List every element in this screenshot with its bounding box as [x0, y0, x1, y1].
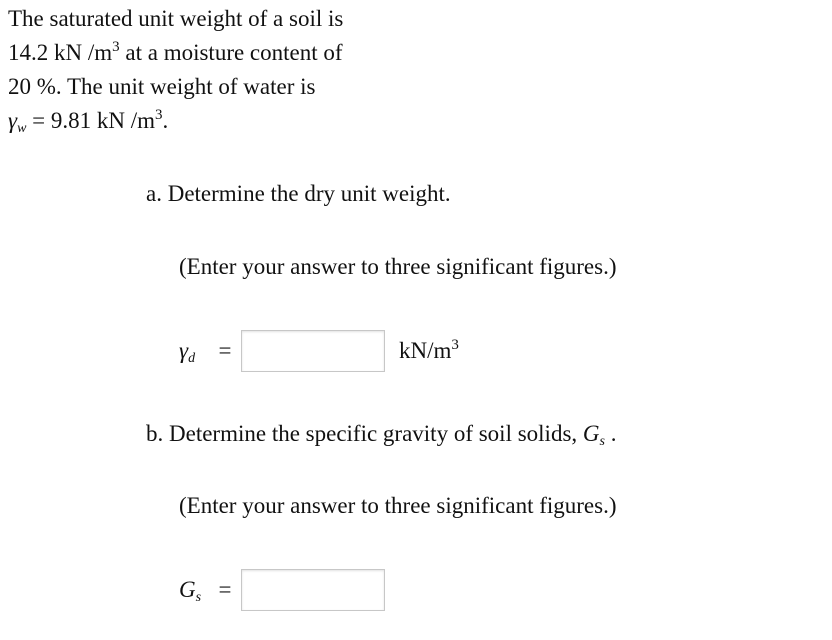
problem-line-2-rest: at a moisture content of [119, 40, 343, 65]
problem-line-2 [8, 36, 428, 70]
part-b-answer-row [179, 569, 385, 611]
unit-exponent: 3 [451, 337, 459, 353]
part-b-heading [146, 421, 616, 447]
gs-symbol: G [582, 421, 600, 446]
part-a-heading: a. Determine the dry unit weight. [146, 181, 451, 206]
problem-statement [8, 2, 428, 138]
unit-exponent: 3 [112, 39, 120, 55]
problem-line-4 [8, 104, 428, 138]
equals-sign: = [218, 338, 232, 363]
gs-symbol: G [179, 577, 196, 602]
period: . [162, 108, 169, 133]
specific-gravity-input[interactable] [241, 569, 385, 611]
gamma-symbol: γ [179, 338, 189, 363]
period: . [604, 421, 617, 446]
part-b-heading-text: b. Determine the specific gravity of soil solids, [146, 421, 583, 446]
saturated-unit-weight-value: 14.2 kN /m [8, 40, 113, 65]
gs-subscript: s [599, 434, 605, 449]
unit-exponent: 3 [155, 107, 163, 123]
equals-sign: = [218, 577, 232, 602]
problem-line-3: 20 %. The unit weight of water is [8, 74, 316, 99]
unit-base: kN/m [399, 338, 452, 363]
part-b-instruction: (Enter your answer to three significant figures.) [179, 493, 617, 518]
gs-subscript: s [195, 590, 202, 605]
dry-unit-weight-input[interactable] [241, 330, 385, 372]
dry-unit-weight-symbol [179, 338, 209, 364]
gamma-symbol: γ [8, 108, 18, 133]
unit-label [399, 338, 459, 364]
gamma-subscript: w [17, 121, 27, 136]
water-unit-weight-value: = 9.81 kN /m [26, 108, 156, 133]
specific-gravity-symbol [179, 577, 209, 603]
gamma-subscript: d [188, 351, 196, 366]
problem-line-1: The saturated unit weight of a soil is [8, 6, 344, 31]
part-a-answer-row [179, 330, 459, 372]
part-a-instruction: (Enter your answer to three significant figures.) [179, 254, 617, 279]
